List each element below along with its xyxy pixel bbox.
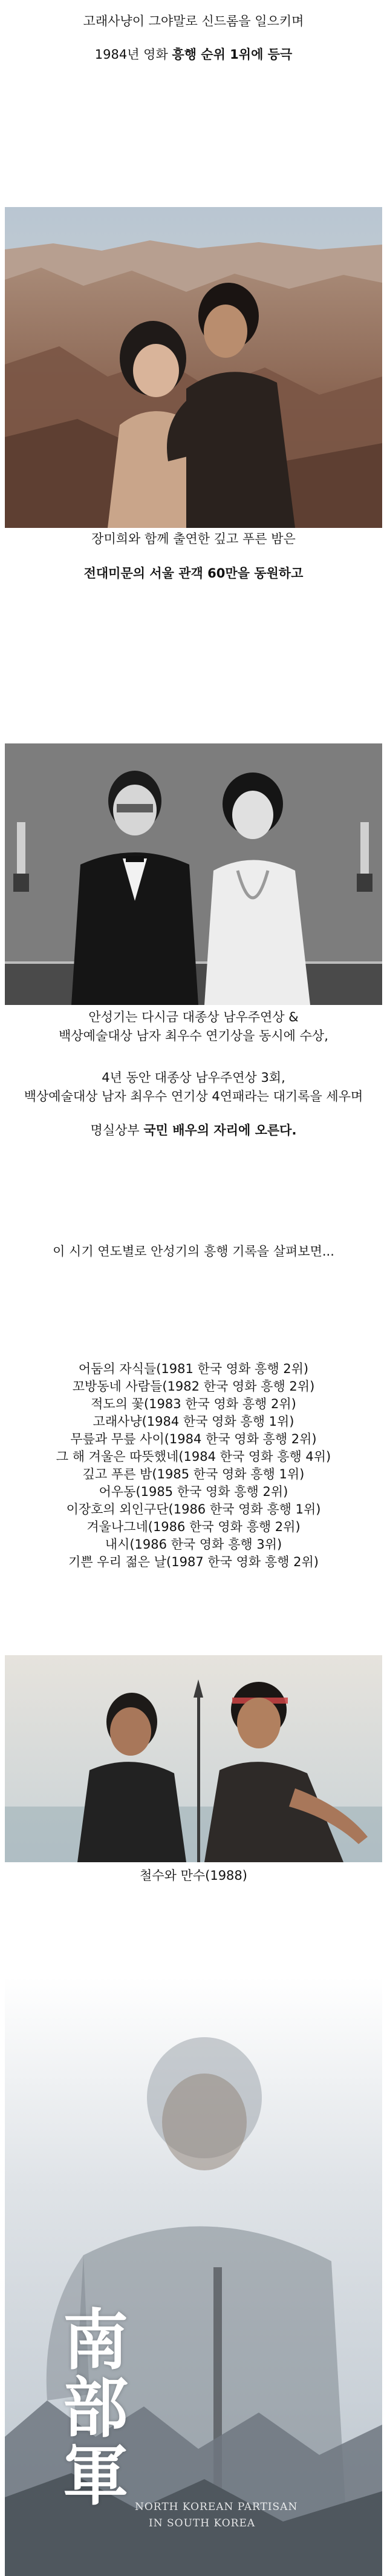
photo3-caption: 철수와 만수(1988) xyxy=(140,1868,247,1883)
record-item: 어둠의 자식들(1981 한국 영화 흥행 2위) xyxy=(78,1362,309,1376)
intro-line: 고래사냥이 그야말로 신드롬을 일으키며 xyxy=(83,14,304,28)
photo1-caption-bold: 전대미문의 서울 관객 60만을 동원하고 xyxy=(83,566,304,581)
movie-poster xyxy=(5,1977,382,2576)
photo2-caption: 4년 동안 대종상 남우주연상 3회, xyxy=(102,1070,285,1085)
intro-headline-text: 1984년 영화 xyxy=(94,47,172,62)
record-item: 겨울나그네(1986 한국 영화 흥행 2위) xyxy=(86,1520,301,1534)
record-item: 이장호의 외인구단(1986 한국 영화 흥행 1위) xyxy=(66,1502,321,1517)
photo2-headline-text: 명실상부 xyxy=(90,1123,144,1138)
record-item: 적도의 꽃(1983 한국 영화 흥행 2위) xyxy=(91,1397,296,1411)
photo-award-ceremony xyxy=(5,743,382,1005)
photo-grand-canyon-couple xyxy=(5,207,382,528)
intro-headline xyxy=(0,47,387,62)
record-item: 내시(1986 한국 영화 흥행 3위) xyxy=(105,1537,282,1552)
photo2-headline-bold: 국민 배우의 자리에 오른다. xyxy=(143,1123,297,1138)
photo2-headline xyxy=(0,1122,387,1138)
record-item: 무릎과 무릎 사이(1984 한국 영화 흥행 2위) xyxy=(70,1432,317,1446)
poster-title-char: 部 xyxy=(62,2370,128,2446)
photo2-caption: 백상예술대상 남자 최우수 연기상 4연패라는 대기록을 세우며 xyxy=(24,1089,363,1104)
record-item: 기쁜 우리 젊은 날(1987 한국 영화 흥행 2위) xyxy=(68,1555,319,1569)
photo2-caption: 안성기는 다시금 대종상 남우주연상 & xyxy=(88,1010,299,1024)
photo-film-still xyxy=(5,1655,382,1862)
poster-title-char: 軍 xyxy=(62,2438,128,2514)
record-item: 고래사냥(1984 한국 영화 흥행 1위) xyxy=(93,1414,294,1429)
record-item: 깊고 푸른 밤(1985 한국 영화 흥행 1위) xyxy=(82,1467,305,1481)
record-item: 어우동(1985 한국 영화 흥행 2위) xyxy=(99,1484,288,1499)
intro-headline-bold: 흥행 순위 1위에 등극 xyxy=(172,47,293,62)
poster-title-char: 南 xyxy=(62,2302,128,2379)
record-item: 꼬방동네 사람들(1982 한국 영화 흥행 2위) xyxy=(72,1379,315,1394)
photo1-caption: 장미희와 함께 출연한 깊고 푸른 밤은 xyxy=(91,532,296,546)
records-intro: 이 시기 연도별로 안성기의 흥행 기록을 살펴보면... xyxy=(53,1244,334,1259)
poster-title xyxy=(59,2302,132,2514)
record-item: 그 해 겨울은 따뜻했네(1984 한국 영화 흥행 4위) xyxy=(56,1449,331,1464)
poster-subtitle: IN SOUTH KOREA xyxy=(149,2517,256,2529)
photo2-caption: 백상예술대상 남자 최우수 연기상을 동시에 수상, xyxy=(59,1029,328,1043)
poster-subtitle: NORTH KOREAN PARTISAN xyxy=(135,2501,298,2513)
